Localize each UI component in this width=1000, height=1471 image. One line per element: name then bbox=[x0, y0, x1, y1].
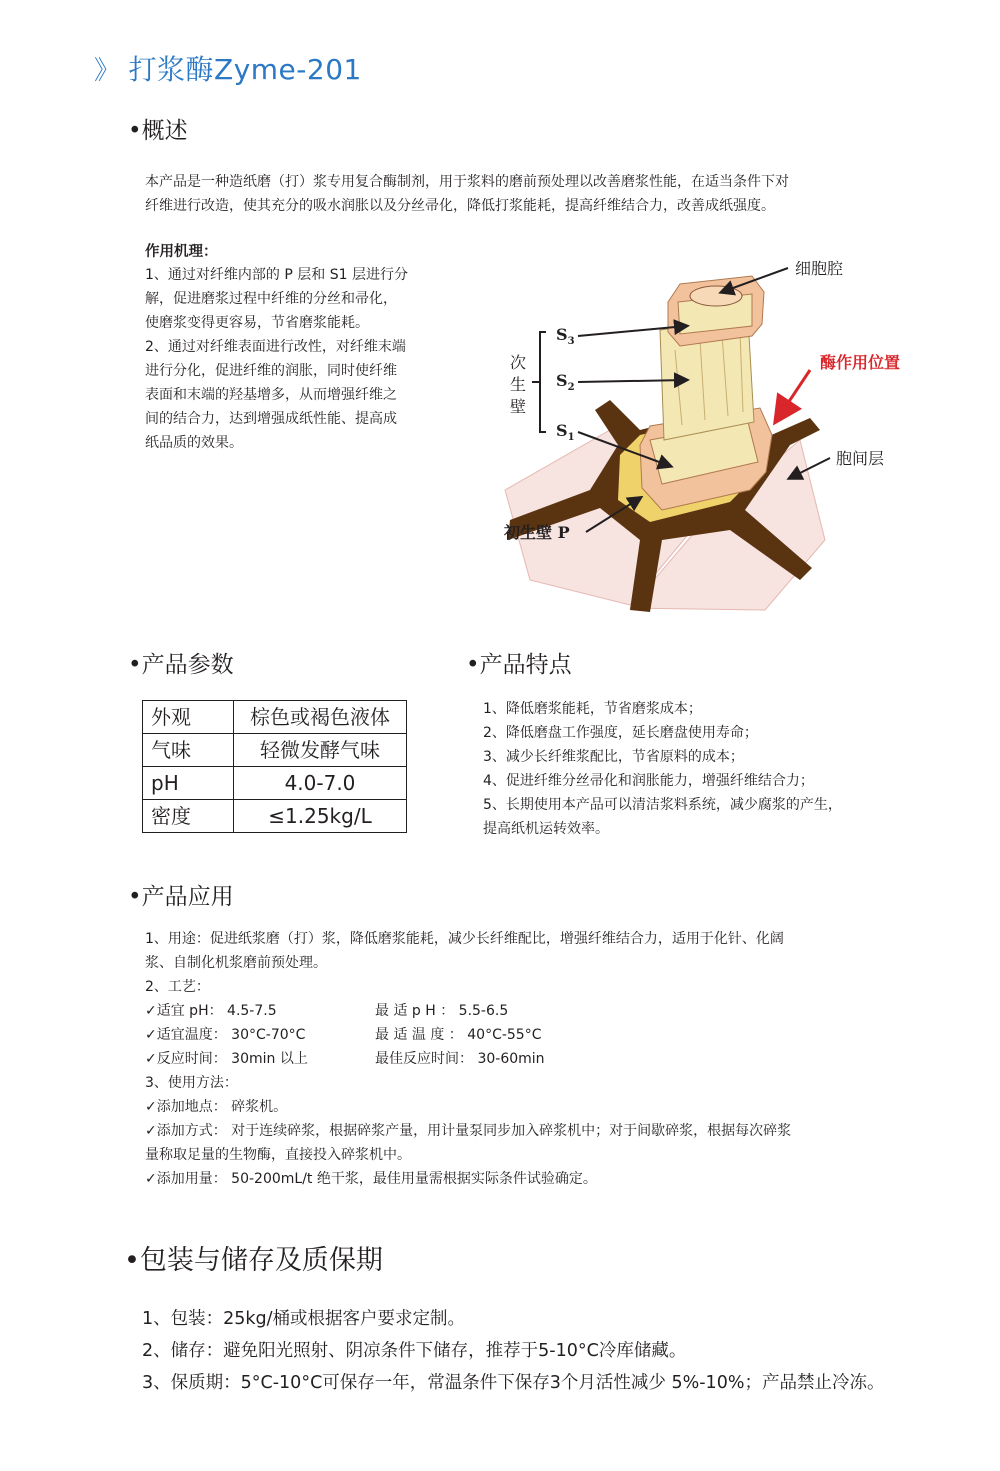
packaging-heading: •包装与储存及质保期 bbox=[124, 1245, 383, 1276]
process-row bbox=[145, 999, 945, 1023]
label-secondary-2: 生 bbox=[510, 375, 527, 394]
mechanism-line: 1、通过对纤维内部的 P 层和 S1 层进行分 bbox=[145, 267, 408, 283]
mechanism-line: 使磨浆变得更容易，节省磨浆能耗。 bbox=[145, 315, 369, 331]
label-s3: $S_3$ bbox=[556, 325, 575, 347]
process-left: ✓适宜温度： 30°C-70°C bbox=[145, 1027, 306, 1043]
list-item: 3、减少长纤维浆配比，节省原料的成本； bbox=[483, 749, 744, 765]
table-row bbox=[143, 701, 407, 734]
process-right: 最 适 p H ： 5.5-6.5 bbox=[375, 1003, 509, 1019]
process-left: ✓适宜 pH： 4.5-7.5 bbox=[145, 1003, 277, 1019]
params-heading: •产品参数 bbox=[128, 652, 234, 678]
label-secondary-3: 壁 bbox=[510, 397, 527, 416]
mechanism-heading: 作用机理： bbox=[145, 244, 218, 260]
param-value: 棕色或褐色液体 bbox=[234, 701, 407, 734]
process-row bbox=[145, 1047, 945, 1071]
table-row bbox=[143, 767, 407, 800]
label-lumen: 细胞腔 bbox=[795, 259, 844, 278]
application-text bbox=[145, 927, 945, 1191]
param-value: 4.0-7.0 bbox=[234, 767, 407, 800]
process-title: 2、工艺： bbox=[145, 979, 210, 995]
list-item: 4、促进纤维分丝帚化和润胀能力，增强纤维结合力； bbox=[483, 773, 814, 789]
application-heading: •产品应用 bbox=[128, 884, 234, 910]
list-item: 1、包装：25kg/桶或根据客户要求定制。 bbox=[142, 1309, 466, 1329]
page-title bbox=[94, 48, 362, 88]
list-item: 1、降低磨浆能耗，节省磨浆成本； bbox=[483, 701, 702, 717]
mechanism-line: 解，促进磨浆过程中纤维的分丝和帚化， bbox=[145, 291, 397, 307]
mechanism-line: 2、通过对纤维表面进行改性，对纤维末端 bbox=[145, 339, 406, 355]
process-right: 最 适 温 度 ： 40°C-55°C bbox=[375, 1027, 542, 1043]
list-item: 5、长期使用本产品可以清洁浆料系统，减少腐浆的产生， bbox=[483, 797, 842, 813]
chevron-icon: 》 bbox=[94, 56, 121, 86]
param-value: ≤1.25kg/L bbox=[234, 800, 407, 833]
mechanism-line: 表面和末端的羟基增多，从而增强纤维之 bbox=[145, 387, 397, 403]
method-line: ✓添加用量： 50-200mL/t 绝干浆，最佳用量需根据实际条件试验确定。 bbox=[145, 1171, 597, 1187]
list-item: 3、保质期：5°C-10°C可保存一年，常温条件下保存3个月活性减少 5%-10%；产品禁止冷冻。 bbox=[142, 1373, 885, 1393]
lumen bbox=[690, 286, 742, 306]
label-secondary-1: 次 bbox=[510, 353, 527, 372]
label-s2: $S_2$ bbox=[556, 371, 575, 393]
application-line: 浆、自制化机浆磨前预处理。 bbox=[145, 955, 327, 971]
label-middle-lamella: 胞间层 bbox=[836, 449, 885, 468]
process-row bbox=[145, 1023, 945, 1047]
overview-heading: •概述 bbox=[128, 118, 188, 144]
param-key: 外观 bbox=[143, 701, 234, 734]
title-text: 打浆酶Zyme-201 bbox=[128, 53, 362, 86]
method-line: 量称取足量的生物酶，直接投入碎浆机中。 bbox=[145, 1147, 411, 1163]
param-value: 轻微发酵气味 bbox=[234, 734, 407, 767]
list-item: 提高纸机运转效率。 bbox=[483, 821, 609, 837]
list-item: 2、降低磨盘工作强度，延长磨盘使用寿命； bbox=[483, 725, 758, 741]
overview-line: 纤维进行改造，使其充分的吸水润胀以及分丝帚化，降低打浆能耗，提高纤维结合力，改善成纸强度。 bbox=[145, 198, 775, 214]
param-key: pH bbox=[143, 767, 234, 800]
packaging-list bbox=[142, 1303, 884, 1399]
process-right: 最佳反应时间： 30-60min bbox=[375, 1051, 545, 1067]
mechanism-line: 间的结合力，达到增强成纸性能、提高成 bbox=[145, 411, 397, 427]
overview-line: 本产品是一种造纸磨（打）浆专用复合酶制剂，用于浆料的磨前预处理以改善磨浆性能，在适当条件下对 bbox=[145, 174, 789, 190]
param-key: 气味 bbox=[143, 734, 234, 767]
application-line: 1、用途：促进纸浆磨（打）浆，降低磨浆能耗，减少长纤维配比，增强纤维结合力，适用于化针、化阔 bbox=[145, 931, 784, 947]
features-heading: •产品特点 bbox=[466, 652, 572, 678]
label-primary-wall: 初生壁 P bbox=[504, 523, 570, 542]
mechanism-text bbox=[145, 263, 485, 455]
fiber-structure-diagram bbox=[490, 240, 930, 620]
params-table bbox=[142, 700, 407, 833]
table-row bbox=[143, 800, 407, 833]
mechanism-line: 进行分化，促进纤维的润胀，同时使纤维 bbox=[145, 363, 397, 379]
label-enzyme: 酶作用位置 bbox=[820, 353, 901, 372]
mechanism-line: 纸品质的效果。 bbox=[145, 435, 243, 451]
list-item: 2、储存：避免阳光照射、阴凉条件下储存，推荐于5-10°C冷库储藏。 bbox=[142, 1341, 687, 1361]
method-line: ✓添加方式： 对于连续碎浆，根据碎浆产量，用计量泵同步加入碎浆机中；对于间歇碎浆，根据每次碎浆 bbox=[145, 1123, 792, 1139]
method-title: 3、使用方法： bbox=[145, 1075, 238, 1091]
features-list bbox=[483, 697, 943, 841]
label-s1: $S_1$ bbox=[556, 421, 575, 443]
method-line: ✓添加地点： 碎浆机。 bbox=[145, 1099, 288, 1115]
table-row bbox=[143, 734, 407, 767]
overview-text bbox=[145, 170, 945, 218]
param-key: 密度 bbox=[143, 800, 234, 833]
process-left: ✓反应时间： 30min 以上 bbox=[145, 1051, 308, 1067]
